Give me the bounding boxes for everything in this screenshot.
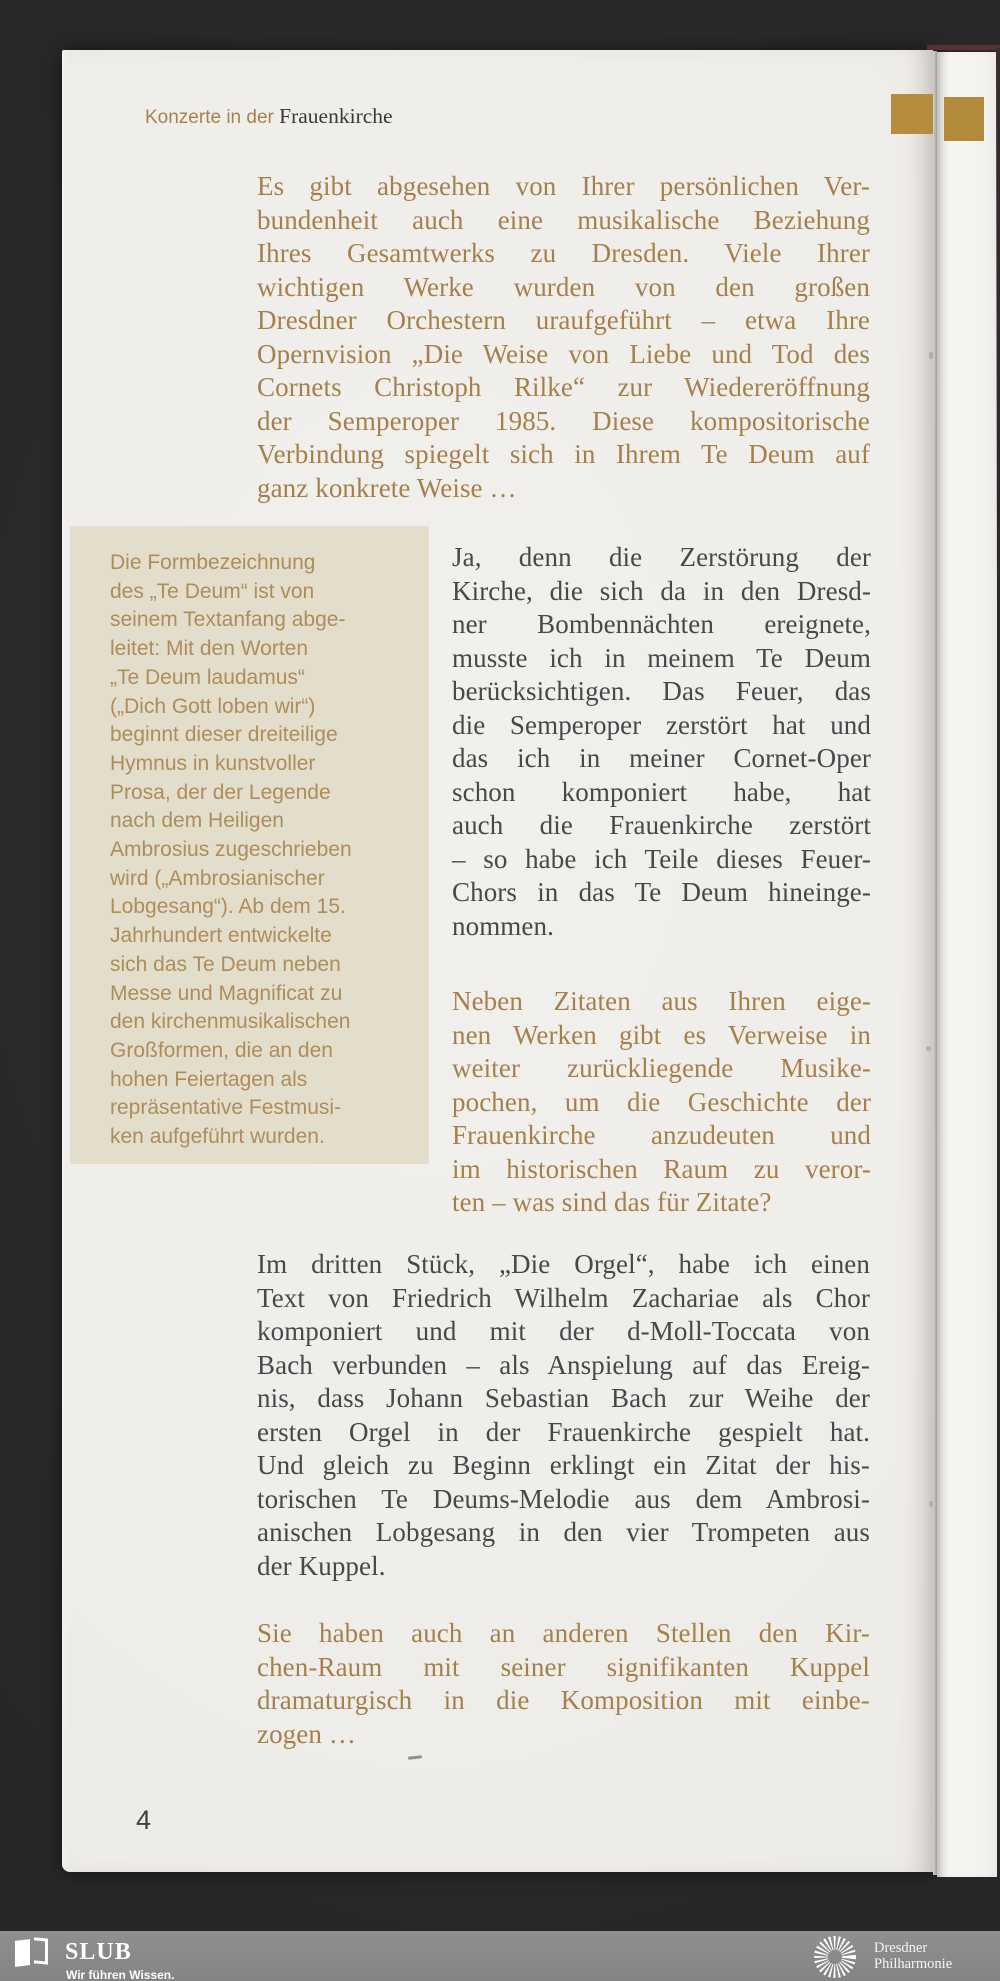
slub-wordmark: SLUB xyxy=(65,1939,132,1965)
interview-question-2: Neben Zitaten aus Ihren eige- nen Werken gibt es Verweise in weiter zurückliegende Musike- pochen, um die Geschichte der Frauenkirche anzudeuten und im historischen Raum zu veror- ten – was sind das für Zitate? xyxy=(452,986,871,1217)
slub-tagline: Wir führen Wissen. xyxy=(66,1968,175,1981)
running-header xyxy=(145,104,393,129)
scan-speck xyxy=(926,1046,931,1051)
page-stack-shadow xyxy=(996,48,1000,608)
scanned-page xyxy=(62,50,933,1872)
interview-answer-1: Ja, denn die Zerstörung der Kirche, die sich da in den Dresd- ner Bombennächten ereignete, musste ich in meinem Te Deum berücksichtigen. Das Feuer, das die Semperoper zerstört hat und das ich in meiner Cornet-Oper schon komponiert habe, hat auch die Frauenkirche zerstört – so habe ich Teile dieses Feuer- Chors in das Te Deum hineinge- nommen. xyxy=(452,542,871,941)
scan-speck xyxy=(929,1501,933,1507)
running-header-title: Frauenkirche xyxy=(279,104,393,128)
library-footer-bar xyxy=(0,1931,1000,1981)
slub-logo xyxy=(13,1935,313,1979)
gold-bookmark-tab-right xyxy=(944,97,984,141)
facing-page-edge xyxy=(937,52,997,1877)
booklet-cover-edge xyxy=(927,45,1000,50)
running-header-prefix: Konzerte in der xyxy=(145,107,280,128)
interview-question-3: Sie haben auch an anderen Stellen den Kir- chen-Raum mit seiner signifikanten Kuppel dramaturgisch in die Komposition mit einbe- zogen … xyxy=(257,1618,870,1749)
philharmonie-wordmark: Dresdner Philharmonie xyxy=(874,1940,953,1972)
page-number: 4 xyxy=(136,1805,152,1835)
open-book-icon xyxy=(13,1937,51,1971)
scan-artifact-dash xyxy=(408,1755,422,1759)
sidebar-note-text: Die Formbezeichnung des „Te Deum“ ist von seinem Textanfang abge- leitet: Mit den Worten „Te Deum laudamus“ („Dich Gott loben wir“) beginnt dieser dreiteilige Hymnus in kunstvoller Prosa, der der Legende nach dem Heiligen Ambrosius zugeschrieben wird („Ambrosianischer Lobgesang“). Ab dem 15. Jahrhundert entwickelte sich das Te Deum neben Messe und Magnificat zu den kirchenmusikalischen Großformen, die an den hohen Feiertagen als repräsentative Festmusi- ken aufgeführt wurden. xyxy=(110,551,352,1149)
starburst-icon xyxy=(812,1934,858,1980)
scan-speck xyxy=(929,352,933,359)
interview-question-1: Es gibt abgesehen von Ihrer persönlichen Ver- bundenheit auch eine musikalische Beziehung Ihres Gesamtwerks zu Dresden. Viele Ihrer wichtigen Werke wurden von den großen Dresdner Orchestern uraufgeführt – etwa Ihre Opernvision „Die Weise von Liebe und Tod des Cornets Christoph Rilke“ zur Wiedereröffnung der Semperoper 1985. Diese kompositorische Verbindung spiegelt sich in Ihrem Te Deum auf ganz konkrete Weise … xyxy=(257,171,870,503)
dresdner-philharmonie-logo xyxy=(812,1931,992,1981)
interview-answer-2: Im dritten Stück, „Die Orgel“, habe ich einen Text von Friedrich Wilhelm Zachariae als Chor komponiert und mit der d-Moll-Toccata von Bach verbunden – als Anspielung auf das Ereig- nis, dass Johann Sebastian Bach zur Weihe der ersten Orgel in der Frauenkirche gespielt hat. Und gleich zu Beginn erklingt ein Zitat der his- torischen Te Deums-Melodie aus dem Ambrosi- anischen Lobgesang in den vier Trompeten aus der Kuppel. xyxy=(257,1249,870,1581)
sidebar-note-box xyxy=(71,527,428,1163)
gold-bookmark-tab-left xyxy=(891,94,933,134)
